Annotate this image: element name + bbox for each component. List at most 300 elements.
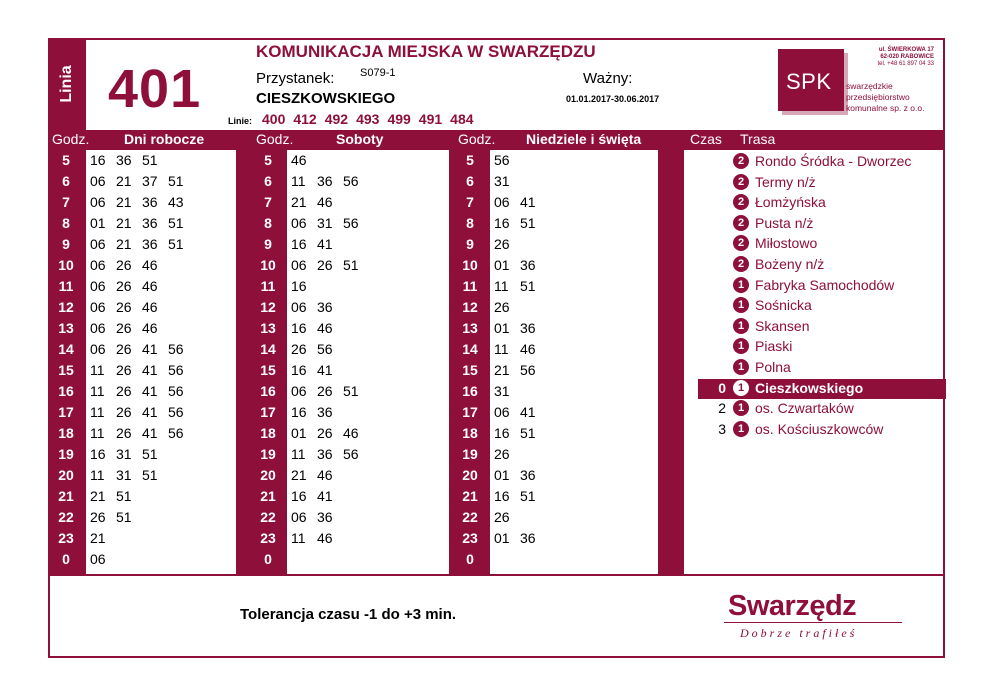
- stop-name-label: Fabryka Samochodów: [755, 276, 895, 293]
- sundays-hour: 15: [462, 362, 478, 378]
- lines-label: Linie:: [228, 116, 252, 126]
- stop-travel-time: 0: [718, 379, 726, 396]
- sundays-minutes: [494, 488, 546, 504]
- departure-minute: 26: [116, 404, 132, 420]
- route-stop: [698, 214, 946, 234]
- departure-minute: 26: [116, 362, 132, 378]
- saturdays-minutes: [291, 362, 343, 378]
- saturdays-minutes: [291, 341, 343, 357]
- sundays-minutes: [494, 425, 546, 441]
- weekdays-hour: 7: [62, 194, 70, 210]
- departure-minute: 51: [142, 467, 158, 483]
- departure-minute: 56: [168, 341, 184, 357]
- departure-minute: 46: [317, 194, 333, 210]
- spk-name: swarzędzkie przedsiębiorstwo komunalne sp. z o.o.: [846, 81, 925, 113]
- departure-minute: 51: [168, 173, 184, 189]
- departure-minute: 11: [494, 341, 509, 357]
- departure-minute: 31: [317, 215, 333, 231]
- weekdays-hour-header: Godz.: [52, 131, 90, 147]
- departure-minute: 21: [116, 236, 132, 252]
- saturdays-hour: 13: [260, 320, 276, 336]
- line-number-491: 491: [418, 111, 443, 127]
- departure-minute: 26: [494, 509, 510, 525]
- departure-minute: 56: [343, 215, 359, 231]
- route-stop: [698, 317, 946, 337]
- weekdays-hour: 20: [58, 467, 74, 483]
- departure-minute: 16: [494, 488, 510, 504]
- departure-minute: 36: [317, 446, 333, 462]
- sundays-minutes: [494, 278, 546, 294]
- saturdays-minutes: [291, 383, 369, 399]
- departure-minute: 46: [142, 257, 158, 273]
- line-label: Linia: [58, 65, 75, 103]
- departure-minute: 36: [520, 467, 536, 483]
- sundays-minutes: [494, 215, 546, 231]
- departure-minute: 51: [343, 383, 359, 399]
- departure-minute: 06: [90, 299, 106, 315]
- departure-minute: 06: [90, 341, 106, 357]
- saturdays-hour-header: Godz.: [256, 131, 294, 147]
- stop-name-label: Termy n/ż: [755, 173, 816, 190]
- saturdays-minutes: [291, 467, 343, 483]
- sundays-hour: 20: [462, 467, 478, 483]
- departure-minute: 46: [520, 341, 536, 357]
- sundays-hour: 9: [466, 236, 474, 252]
- sundays-hour: 18: [462, 425, 478, 441]
- departure-minute: 51: [116, 488, 132, 504]
- departure-minute: 41: [142, 341, 158, 357]
- zone-badge-icon: 2: [733, 153, 749, 169]
- sundays-hour: 8: [466, 215, 474, 231]
- departure-minute: 31: [116, 467, 132, 483]
- saturdays-hour: 18: [260, 425, 276, 441]
- departure-minute: 31: [494, 173, 510, 189]
- stop-travel-time: 2: [718, 400, 726, 417]
- departure-minute: 21: [90, 530, 106, 546]
- saturdays-minutes: [291, 299, 343, 315]
- departure-minute: 41: [317, 488, 333, 504]
- weekdays-minutes: [90, 320, 168, 336]
- departure-minute: 26: [116, 299, 132, 315]
- zone-badge-icon: 1: [733, 277, 749, 293]
- sundays-minutes: [494, 383, 520, 399]
- departure-minute: 21: [116, 194, 132, 210]
- departure-minute: 51: [343, 257, 359, 273]
- departure-minute: 16: [494, 425, 510, 441]
- saturdays-hour: 20: [260, 467, 276, 483]
- weekdays-minutes: [90, 194, 194, 210]
- departure-minute: 26: [494, 299, 510, 315]
- saturdays-minutes: [291, 530, 343, 546]
- spk-abbr: SPK: [786, 69, 832, 94]
- departure-minute: 46: [291, 152, 307, 168]
- sundays-minutes: [494, 152, 520, 168]
- weekdays-hour: 8: [62, 215, 70, 231]
- departure-minute: 41: [317, 236, 333, 252]
- line-number: 401: [108, 59, 202, 119]
- zone-badge-icon: 2: [733, 174, 749, 190]
- weekdays-hour: 15: [58, 362, 74, 378]
- departure-minute: 06: [90, 551, 106, 567]
- weekdays-minutes: [90, 278, 168, 294]
- departure-minute: 01: [291, 425, 307, 441]
- route-stop: [698, 399, 946, 419]
- logo-divider: [724, 622, 902, 623]
- departure-minute: 56: [343, 173, 359, 189]
- weekdays-minutes: [90, 362, 194, 378]
- departure-minute: 06: [90, 236, 106, 252]
- saturdays-hour: 21: [260, 488, 276, 504]
- sundays-hour: 10: [462, 257, 478, 273]
- route-stop-current: [698, 379, 946, 399]
- sundays-hour: 0: [466, 551, 474, 567]
- saturdays-minutes: [291, 509, 343, 525]
- departure-minute: 41: [520, 194, 536, 210]
- departure-minute: 06: [90, 278, 106, 294]
- line-number-493: 493: [356, 111, 380, 127]
- sundays-hour: 23: [462, 530, 478, 546]
- departure-minute: 56: [494, 152, 510, 168]
- stop-name-label: Cieszkowskiego: [755, 379, 864, 396]
- departure-minute: 37: [142, 173, 158, 189]
- sundays-minutes: [494, 299, 520, 315]
- departure-minute: 43: [168, 194, 184, 210]
- departure-minute: 41: [142, 404, 158, 420]
- sundays-hour: 14: [462, 341, 478, 357]
- weekdays-hour: 11: [58, 278, 74, 294]
- weekdays-hour: 14: [58, 341, 74, 357]
- departure-minute: 56: [168, 425, 184, 441]
- departure-minute: 16: [291, 488, 307, 504]
- departure-minute: 16: [494, 215, 510, 231]
- weekdays-minutes: [90, 257, 168, 273]
- departure-minute: 06: [494, 194, 510, 210]
- departure-minute: 26: [116, 320, 132, 336]
- departure-minute: 16: [90, 152, 106, 168]
- stop-name-label: Miłostowo: [755, 235, 818, 252]
- departure-minute: 56: [168, 404, 184, 420]
- weekdays-header: Dni robocze: [124, 131, 205, 147]
- departure-minute: 56: [168, 383, 184, 399]
- departure-minute: 36: [142, 194, 158, 210]
- departure-minute: 46: [142, 320, 158, 336]
- sundays-hour: 21: [462, 488, 478, 504]
- departure-minute: 51: [142, 152, 158, 168]
- departure-minute: 51: [520, 278, 536, 294]
- weekdays-minutes: [90, 152, 168, 168]
- zone-badge-icon: 1: [733, 421, 749, 437]
- departure-minute: 16: [291, 236, 307, 252]
- weekdays-minutes: [90, 425, 194, 441]
- line-number-400: 400: [262, 111, 286, 127]
- zone-badge-icon: 1: [733, 318, 749, 334]
- saturdays-hour: 5: [264, 152, 272, 168]
- departure-minute: 36: [142, 215, 158, 231]
- departure-minute: 26: [494, 236, 510, 252]
- departure-minute: 16: [291, 278, 307, 294]
- sundays-minutes: [494, 173, 520, 189]
- weekdays-minutes: [90, 467, 168, 483]
- departure-minute: 21: [494, 362, 510, 378]
- departure-minute: 06: [90, 173, 106, 189]
- departure-minute: 11: [291, 173, 306, 189]
- saturdays-minutes: [291, 215, 369, 231]
- departure-minute: 01: [494, 320, 510, 336]
- departure-minute: 01: [494, 530, 510, 546]
- route-stop: [698, 276, 946, 296]
- departure-minute: 06: [90, 194, 106, 210]
- connecting-lines: [262, 111, 474, 127]
- stop-name-label: Rondo Śródka - Dworzec: [755, 153, 912, 169]
- saturdays-minutes: [291, 278, 317, 294]
- sundays-hour: 6: [466, 173, 474, 189]
- saturdays-hour: 7: [264, 194, 272, 210]
- saturdays-hour: 0: [264, 551, 272, 567]
- saturdays-minutes: [291, 152, 317, 168]
- zone-badge-icon: 1: [733, 359, 749, 375]
- weekdays-minutes: [90, 173, 194, 189]
- weekdays-hour: 13: [58, 320, 74, 336]
- departure-minute: 36: [317, 299, 333, 315]
- departure-minute: 41: [142, 383, 158, 399]
- sundays-hour: 5: [466, 152, 474, 168]
- departure-minute: 11: [90, 425, 105, 441]
- line-number-499: 499: [387, 111, 411, 127]
- zone-badge-icon: 2: [733, 194, 749, 210]
- departure-minute: 36: [317, 509, 333, 525]
- departure-minute: 36: [116, 152, 132, 168]
- weekdays-minutes: [90, 383, 194, 399]
- saturdays-minutes: [291, 194, 343, 210]
- route-stop: [698, 337, 946, 357]
- weekdays-hour: 9: [62, 236, 70, 252]
- route-stop: [698, 173, 946, 193]
- saturdays-hour: 19: [260, 446, 276, 462]
- sundays-minutes: [494, 530, 546, 546]
- saturdays-minutes: [291, 446, 369, 462]
- saturdays-hour: 23: [260, 530, 276, 546]
- departure-minute: 46: [142, 299, 158, 315]
- departure-minute: 51: [520, 425, 536, 441]
- sundays-hour: 7: [466, 194, 474, 210]
- stop-name-label: Łomżyńska: [755, 194, 826, 211]
- weekdays-minutes: [90, 509, 142, 525]
- route-stop: [698, 152, 946, 172]
- departure-minute: 41: [142, 425, 158, 441]
- departure-minute: 46: [317, 530, 333, 546]
- departure-minute: 06: [291, 299, 307, 315]
- stop-label: Przystanek:: [256, 70, 335, 87]
- saturdays-hour: 17: [260, 404, 276, 420]
- saturdays-minutes: [291, 173, 369, 189]
- departure-minute: 01: [90, 215, 106, 231]
- weekdays-minutes: [90, 215, 194, 231]
- departure-minute: 26: [317, 257, 333, 273]
- departure-minute: 26: [317, 383, 333, 399]
- route-stop: [698, 358, 946, 378]
- departure-minute: 06: [291, 215, 307, 231]
- departure-minute: 56: [317, 341, 333, 357]
- departure-minute: 26: [116, 278, 132, 294]
- weekdays-hour: 10: [58, 257, 74, 273]
- stop-name-label: Piaski: [755, 338, 793, 355]
- departure-minute: 26: [494, 446, 510, 462]
- weekdays-hour: 18: [58, 425, 74, 441]
- saturdays-hour: 6: [264, 173, 272, 189]
- weekdays-hour: 22: [58, 509, 74, 525]
- zone-badge-icon: 1: [733, 338, 749, 354]
- departure-minute: 11: [494, 278, 509, 294]
- saturdays-minutes: [291, 236, 343, 252]
- weekdays-hour: 16: [58, 383, 74, 399]
- weekdays-hour: 17: [58, 404, 74, 420]
- departure-minute: 11: [90, 404, 105, 420]
- departure-minute: 21: [291, 467, 307, 483]
- saturdays-hour: 14: [260, 341, 276, 357]
- departure-minute: 06: [90, 257, 106, 273]
- saturdays-hour: 8: [264, 215, 272, 231]
- departure-minute: 21: [291, 194, 307, 210]
- departure-minute: 01: [494, 467, 510, 483]
- departure-minute: 11: [90, 362, 105, 378]
- stop-name: CIESZKOWSKIEGO: [256, 90, 396, 107]
- weekdays-hour: 5: [62, 152, 70, 168]
- weekdays-minutes: [90, 341, 194, 357]
- departure-minute: 46: [317, 467, 333, 483]
- spk-logo: [778, 47, 938, 123]
- saturdays-hour: 9: [264, 236, 272, 252]
- departure-minute: 36: [317, 404, 333, 420]
- stop-name-label: Pusta n/ż: [755, 214, 814, 231]
- weekdays-minutes: [90, 551, 116, 567]
- zone-badge-icon: 2: [733, 215, 749, 231]
- route-stop: [698, 296, 946, 316]
- departure-minute: 51: [116, 509, 132, 525]
- weekdays-minutes: [90, 299, 168, 315]
- departure-minute: 41: [520, 404, 536, 420]
- sundays-minutes: [494, 404, 546, 420]
- saturdays-hour: 22: [260, 509, 276, 525]
- departure-minute: 26: [116, 425, 132, 441]
- departure-minute: 16: [291, 362, 307, 378]
- stop-name-label: Sośnicka: [755, 297, 812, 314]
- departure-minute: 31: [494, 383, 510, 399]
- saturdays-hour: 15: [260, 362, 276, 378]
- zone-badge-icon: 1: [733, 297, 749, 313]
- line-number-492: 492: [324, 111, 349, 127]
- sundays-hour: 17: [462, 404, 478, 420]
- sundays-hour: 22: [462, 509, 478, 525]
- departure-minute: 51: [520, 488, 536, 504]
- line-number-484: 484: [450, 111, 474, 127]
- weekdays-hour: 12: [58, 299, 74, 315]
- departure-minute: 06: [291, 383, 307, 399]
- saturdays-minutes: [291, 320, 343, 336]
- departure-minute: 51: [168, 236, 184, 252]
- stop-name-label: os. Kościuszkowców: [755, 420, 884, 437]
- sundays-minutes: [494, 509, 520, 525]
- departure-minute: 46: [142, 278, 158, 294]
- sundays-minutes: [494, 446, 520, 462]
- departure-minute: 51: [520, 215, 536, 231]
- zone-badge-icon: 1: [733, 400, 749, 416]
- departure-minute: 11: [90, 383, 105, 399]
- sundays-minutes: [494, 341, 546, 357]
- weekdays-hour: 21: [58, 488, 74, 504]
- time-header: Czas: [690, 131, 722, 147]
- sundays-hour: 16: [462, 383, 478, 399]
- zone-badge-icon: 2: [733, 256, 749, 272]
- departure-minute: 26: [291, 341, 307, 357]
- departure-minute: 26: [90, 509, 106, 525]
- zone-badge-icon: 2: [733, 235, 749, 251]
- departure-minute: 46: [317, 320, 333, 336]
- sundays-minutes: [494, 362, 546, 378]
- weekdays-hour: 0: [62, 551, 70, 567]
- route-stop: [698, 193, 946, 213]
- departure-minute: 21: [116, 173, 132, 189]
- departure-minute: 56: [168, 362, 184, 378]
- saturdays-hour: 12: [260, 299, 276, 315]
- sundays-hour: 12: [462, 299, 478, 315]
- saturdays-hour: 11: [260, 278, 276, 294]
- departure-minute: 26: [116, 383, 132, 399]
- weekdays-hour: 6: [62, 173, 70, 189]
- departure-minute: 36: [520, 530, 536, 546]
- departure-minute: 51: [168, 215, 184, 231]
- departure-minute: 26: [116, 257, 132, 273]
- route-stop: [698, 255, 946, 275]
- weekdays-minutes: [90, 446, 168, 462]
- departure-minute: 56: [520, 362, 536, 378]
- weekdays-hour: 23: [58, 530, 74, 546]
- departure-minute: 16: [90, 446, 106, 462]
- company-title: KOMUNIKACJA MIEJSKA W SWARZĘDZU: [256, 42, 596, 61]
- valid-label: Ważny:: [583, 70, 633, 87]
- spk-address: ul. ŚWIERKOWA 17 62-020 RABOWICE tel. +48 61 897 04 33: [877, 47, 934, 67]
- zone-badge-icon: 1: [733, 380, 749, 396]
- tolerance-note: Tolerancja czasu -1 do +3 min.: [240, 606, 457, 623]
- stop-name-label: os. Czwartaków: [755, 400, 854, 417]
- stop-name-label: Bożeny n/ż: [755, 256, 825, 272]
- departure-minute: 26: [116, 341, 132, 357]
- stop-travel-time: 3: [718, 420, 726, 437]
- saturdays-header: Soboty: [336, 131, 384, 147]
- saturdays-hour: 16: [260, 383, 276, 399]
- sundays-minutes: [494, 320, 546, 336]
- stop-name-label: Polna: [755, 359, 791, 375]
- departure-minute: 36: [142, 236, 158, 252]
- saturdays-minutes: [291, 488, 343, 504]
- departure-minute: 11: [291, 446, 306, 462]
- departure-minute: 26: [317, 425, 333, 441]
- sundays-minutes: [494, 194, 546, 210]
- departure-minute: 06: [291, 257, 307, 273]
- departure-minute: 56: [343, 446, 359, 462]
- departure-minute: 31: [116, 446, 132, 462]
- saturdays-minutes: [291, 257, 369, 273]
- stop-name-label: Skansen: [755, 317, 810, 334]
- valid-dates: 01.01.2017-30.06.2017: [566, 94, 660, 104]
- weekdays-minutes: [90, 404, 194, 420]
- weekdays-minutes: [90, 488, 142, 504]
- sundays-hour: 13: [462, 320, 478, 336]
- sundays-hour: 19: [462, 446, 478, 462]
- departure-minute: 16: [291, 404, 307, 420]
- saturdays-hour: 10: [260, 257, 276, 273]
- sundays-minutes: [494, 467, 546, 483]
- departure-minute: 06: [291, 509, 307, 525]
